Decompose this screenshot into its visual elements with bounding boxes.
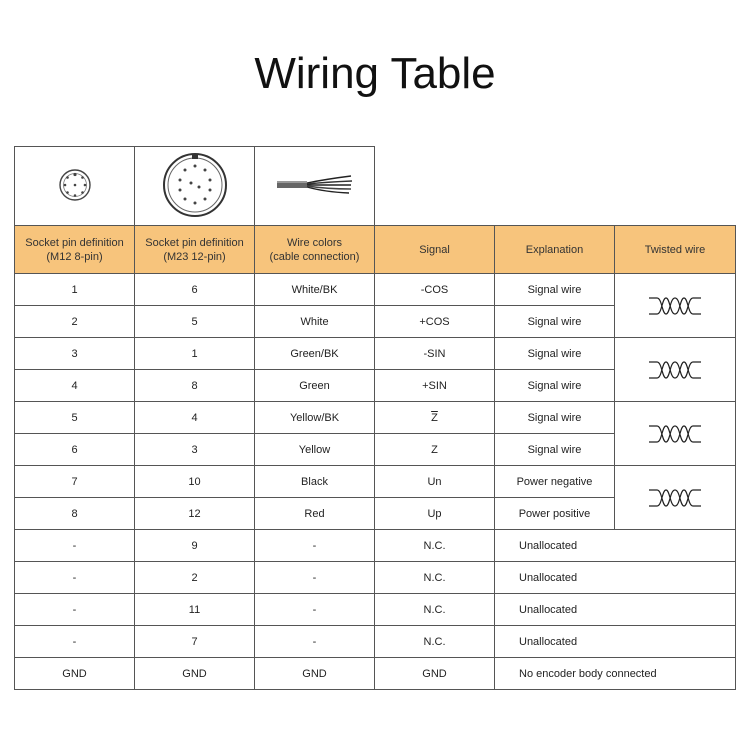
cell-signal: N.C. xyxy=(375,594,495,626)
cell-m12: - xyxy=(15,594,135,626)
cell-explanation: Signal wire xyxy=(495,402,615,434)
page-title: Wiring Table xyxy=(254,49,496,98)
m23-connector-icon xyxy=(162,152,228,218)
cell-explanation: Signal wire xyxy=(495,274,615,306)
cell-explanation: Unallocated xyxy=(495,562,736,594)
cell-explanation: Unallocated xyxy=(495,530,736,562)
table-row xyxy=(15,402,736,434)
cell-signal: Z xyxy=(375,434,495,466)
cell-m12: - xyxy=(15,530,135,562)
table-row xyxy=(15,466,736,498)
cell-signal: N.C. xyxy=(375,530,495,562)
cell-m12: 2 xyxy=(15,306,135,338)
header-signal: Signal xyxy=(375,226,495,274)
cell-wire: Yellow/BK xyxy=(255,402,375,434)
m12-connector-icon xyxy=(58,168,92,202)
blank-cell xyxy=(615,147,736,226)
cell-explanation: Signal wire xyxy=(495,338,615,370)
table-row xyxy=(15,530,736,562)
cell-signal: Un xyxy=(375,466,495,498)
table-row xyxy=(15,658,736,690)
twisted-wire-icon xyxy=(647,292,703,320)
cell-m23: GND xyxy=(135,658,255,690)
cell-signal: -COS xyxy=(375,274,495,306)
cell-wire: White xyxy=(255,306,375,338)
header-explanation: Explanation xyxy=(495,226,615,274)
cell-m23: 12 xyxy=(135,498,255,530)
cell-m23: 9 xyxy=(135,530,255,562)
header-m12: Socket pin definition (M12 8-pin) xyxy=(15,226,135,274)
cell-explanation: Power positive xyxy=(495,498,615,530)
cell-m12: 1 xyxy=(15,274,135,306)
twisted-wire-cell xyxy=(615,466,736,530)
cell-m23: 2 xyxy=(135,562,255,594)
cell-m23: 5 xyxy=(135,306,255,338)
cell-wire: Green/BK xyxy=(255,338,375,370)
cell-m12: - xyxy=(15,626,135,658)
cell-signal: Up xyxy=(375,498,495,530)
cell-signal: N.C. xyxy=(375,626,495,658)
cell-wire: Yellow xyxy=(255,434,375,466)
blank-cell xyxy=(375,147,495,226)
twisted-wire-cell xyxy=(615,338,736,402)
cell-explanation: Signal wire xyxy=(495,306,615,338)
cable-icon-cell xyxy=(255,147,375,226)
table-row xyxy=(15,626,736,658)
cell-m23: 11 xyxy=(135,594,255,626)
cell-m23: 8 xyxy=(135,370,255,402)
cell-m23: 7 xyxy=(135,626,255,658)
cell-explanation: No encoder body connected xyxy=(495,658,736,690)
header-wire-colors: Wire colors (cable connection) xyxy=(255,226,375,274)
cell-signal: N.C. xyxy=(375,562,495,594)
cell-explanation: Power negative xyxy=(495,466,615,498)
cell-signal: GND xyxy=(375,658,495,690)
table-row xyxy=(15,562,736,594)
cable-icon xyxy=(275,173,355,197)
cell-wire: Green xyxy=(255,370,375,402)
cell-signal: +COS xyxy=(375,306,495,338)
cell-signal xyxy=(375,402,495,434)
twisted-wire-cell xyxy=(615,274,736,338)
cell-wire: - xyxy=(255,594,375,626)
table-row xyxy=(15,274,736,306)
cell-m23: 6 xyxy=(135,274,255,306)
header-twisted-wire: Twisted wire xyxy=(615,226,736,274)
cell-wire: Red xyxy=(255,498,375,530)
cell-m23: 1 xyxy=(135,338,255,370)
wiring-table xyxy=(14,146,736,690)
table-row xyxy=(15,594,736,626)
cell-m23: 3 xyxy=(135,434,255,466)
signal-z-inverted: $\overline{Z}$ xyxy=(431,411,438,424)
table-row xyxy=(15,338,736,370)
cell-explanation: Unallocated xyxy=(495,594,736,626)
cell-m12: 8 xyxy=(15,498,135,530)
cell-signal: -SIN xyxy=(375,338,495,370)
header-m23: Socket pin definition (M23 12-pin) xyxy=(135,226,255,274)
cell-m12: 5 xyxy=(15,402,135,434)
icon-row xyxy=(15,147,736,226)
cell-m12: - xyxy=(15,562,135,594)
header-row xyxy=(15,226,736,274)
cell-m12: 4 xyxy=(15,370,135,402)
cell-wire: - xyxy=(255,530,375,562)
cell-m12: 3 xyxy=(15,338,135,370)
cell-explanation: Signal wire xyxy=(495,370,615,402)
cell-m12: GND xyxy=(15,658,135,690)
cell-m23: 10 xyxy=(135,466,255,498)
cell-wire: - xyxy=(255,562,375,594)
twisted-wire-icon xyxy=(647,420,703,448)
cell-m12: 7 xyxy=(15,466,135,498)
twisted-wire-icon xyxy=(647,484,703,512)
cell-explanation: Unallocated xyxy=(495,626,736,658)
m12-icon-cell xyxy=(15,147,135,226)
m23-icon-cell xyxy=(135,147,255,226)
cell-wire: - xyxy=(255,626,375,658)
cell-m12: 6 xyxy=(15,434,135,466)
twisted-wire-cell xyxy=(615,402,736,466)
cell-wire: Black xyxy=(255,466,375,498)
cell-signal: +SIN xyxy=(375,370,495,402)
cell-wire: GND xyxy=(255,658,375,690)
cell-wire: White/BK xyxy=(255,274,375,306)
cell-m23: 4 xyxy=(135,402,255,434)
cell-explanation: Signal wire xyxy=(495,434,615,466)
blank-cell xyxy=(495,147,615,226)
twisted-wire-icon xyxy=(647,356,703,384)
